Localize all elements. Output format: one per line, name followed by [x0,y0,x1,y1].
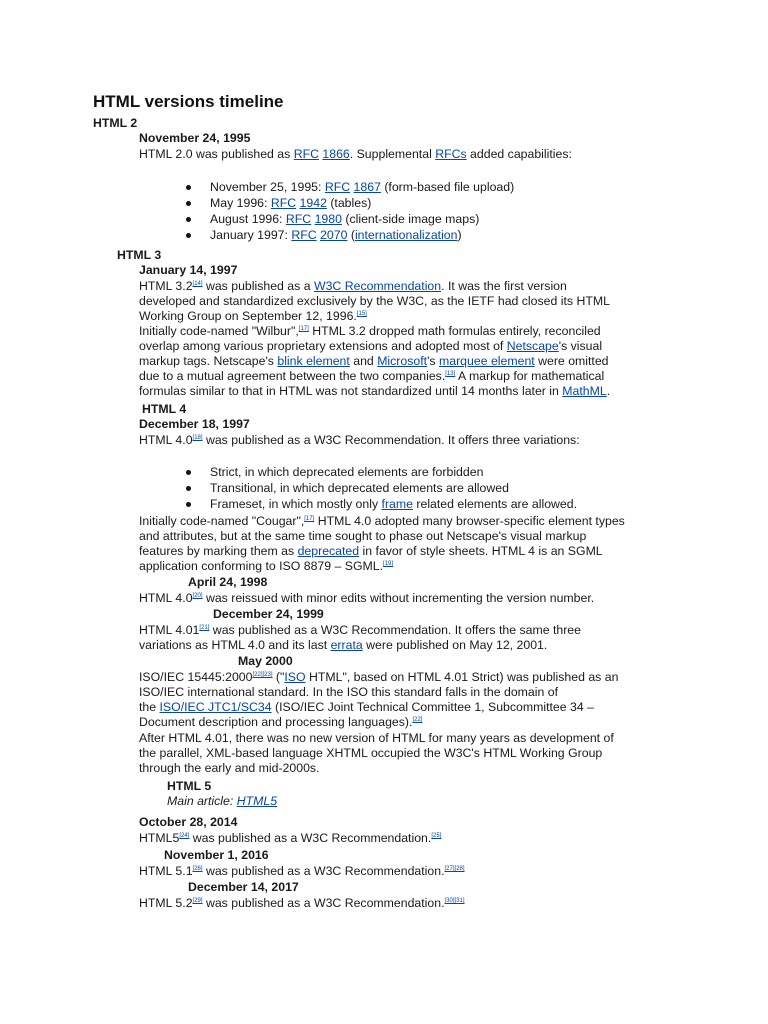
date-heading-1997-dec: December 18, 1997 [139,417,250,431]
section-heading-html4: HTML 4 [142,402,187,416]
citation-ref[interactable]: [25] [431,833,442,839]
paragraph-html40: HTML 4.0[18] was published as a W3C Recommendation. It offers three variations: [139,433,580,447]
paragraph-html51: HTML 5.1[26] was published as a W3C Recommendation.[27][28] [139,864,465,878]
variations-list [186,464,577,512]
citation-ref[interactable]: [29] [192,898,203,904]
date-heading-2014: October 28, 2014 [139,815,238,829]
list-item: Frameset, in which mostly only frame related elements are allowed. [186,496,577,512]
citation-ref[interactable]: [22] [412,717,423,723]
citation-ref[interactable]: [22][23] [252,672,273,678]
date-heading-2016: November 1, 2016 [164,848,269,862]
link-rfc[interactable]: RFC [324,180,351,194]
citation-ref[interactable]: [26] [192,866,203,872]
link-rfc-2070[interactable]: 2070 [320,228,348,242]
date-heading-2017: December 14, 2017 [188,880,299,894]
paragraph-after-401: After HTML 4.01, there was no new version of HTML for many years as development of the parallel, XML-based language XHTML occupied the W3C's HTML Working Group through the early and mid-2000s. [139,731,614,775]
link-w3c-recommendation[interactable]: W3C Recommendation [313,279,442,293]
list-item: November 25, 1995: RFC 1867 (form-based file upload) [186,179,514,195]
list-item: Strict, in which deprecated elements are forbidden [186,464,577,480]
link-rfc[interactable]: RFC [285,212,312,226]
citation-ref[interactable]: [13] [445,371,456,377]
main-article-note: Main article: HTML5 [167,794,278,808]
paragraph-html5: HTML5[24] was published as a W3C Recommendation.[25] [139,831,442,845]
paragraph-html32: HTML 3.2[14] was published as a W3C Recommendation. It was the first version developed and standardized exclusively by the W3C, as the IETF had closed its HTML Working Group on September 12, 1996.[15] [139,279,610,323]
paragraph-html401: HTML 4.01[21] was published as a W3C Recommendation. It offers the same three variations as HTML 4.0 and its last errata were published on May 12, 2001. [139,623,581,652]
paragraph-html2: HTML 2.0 was published as RFC 1866. Supplemental RFCs added capabilities: [139,147,572,161]
paragraph-html52: HTML 5.2[29] was published as a W3C Recommendation.[30][31] [139,896,465,910]
bullet-icon [186,233,191,238]
section-heading-html5: HTML 5 [167,779,212,793]
page-title: HTML versions timeline [93,92,284,111]
link-netscape[interactable]: Netscape [506,339,559,353]
link-deprecated[interactable]: deprecated [297,544,360,558]
link-errata[interactable]: errata [330,638,363,652]
link-iso[interactable]: ISO [284,670,306,684]
link-marquee-element[interactable]: marquee element [439,354,535,368]
bullet-icon [186,185,191,190]
link-rfc[interactable]: RFC [293,147,319,161]
link-microsoft[interactable]: Microsoft [377,354,428,368]
paragraph-cougar: Initially code-named "Cougar",[17] HTML 4.0 adopted many browser-specific element types and attributes, but at the same time sought to phase out Netscape's visual markup features by marking them as deprecated in favor of style sheets. HTML 4 is an SGML application conforming to ISO 8879 – SGML.[19] [139,514,625,573]
citation-ref[interactable]: [24] [179,833,190,839]
link-rfc-1942[interactable]: 1942 [299,196,327,210]
date-heading-1998: April 24, 1998 [188,575,268,589]
link-iso-jtc1-sc34[interactable]: ISO/IEC JTC1/SC34 [159,700,272,714]
link-html5[interactable]: HTML5 [236,794,278,808]
citation-ref[interactable]: [19] [383,561,394,567]
bullet-icon [186,470,191,475]
link-mathml[interactable]: MathML [562,384,607,398]
list-item: May 1996: RFC 1942 (tables) [186,195,514,211]
paragraph-wilbur: Initially code-named "Wilbur",[17] HTML 3.2 dropped math formulas entirely, reconciled overlap among various proprietary extensions and adopted most of Netscape's visual markup tags. Netscape's blink element and Microsoft's marquee element were omitted due to a mutual agreement between the two companies.[13] A markup for mathematical formulas similar to that in HTML was not standardized until 14 months later in MathML. [139,324,611,398]
link-frame[interactable]: frame [381,497,413,511]
rfc-list [186,179,514,243]
list-item: January 1997: RFC 2070 (internationalization) [186,227,514,243]
paragraph-html40-reissue: HTML 4.0[20] was reissued with minor edits without incrementing the version number. [139,591,595,605]
section-heading-html3: HTML 3 [117,248,162,262]
citation-ref[interactable]: [15] [356,311,367,317]
citation-ref[interactable]: [20] [192,593,203,599]
paragraph-iso: ISO/IEC 15445:2000[22][23] ("ISO HTML", based on HTML 4.01 Strict) was published as an ISO/IEC international standard. In the ISO this standard falls in the domain of the ISO/IEC JTC1/SC34 (ISO/IEC Joint Technical Committee 1, Subcommittee 34 – Document description and processing languages).[22] [139,670,619,729]
citation-ref[interactable]: [18] [192,435,203,441]
bullet-icon [186,486,191,491]
list-item: Transitional, in which deprecated elements are allowed [186,480,577,496]
citation-ref[interactable]: [30][31] [444,898,465,904]
link-rfc-1980[interactable]: 1980 [314,212,342,226]
citation-ref[interactable]: [17] [298,326,309,332]
bullet-icon [186,502,191,507]
link-rfc-1866[interactable]: 1866 [322,147,350,161]
date-heading-2000: May 2000 [238,654,293,668]
date-heading-1999: December 24, 1999 [213,607,324,621]
link-rfc[interactable]: RFC [291,228,317,242]
date-heading-1995: November 24, 1995 [139,131,251,145]
citation-ref[interactable]: [27][28] [444,866,465,872]
link-rfc[interactable]: RFC [270,196,297,210]
citation-ref[interactable]: [17] [304,516,315,522]
link-blink-element[interactable]: blink element [277,354,350,368]
date-heading-1997-jan: January 14, 1997 [139,263,238,277]
bullet-icon [186,217,191,222]
citation-ref[interactable]: [14] [192,281,203,287]
link-rfc-1867[interactable]: 1867 [353,180,381,194]
link-internationalization[interactable]: internationalization [354,228,458,242]
citation-ref[interactable]: [21] [199,625,210,631]
bullet-icon [186,201,191,206]
list-item: August 1996: RFC 1980 (client-side image maps) [186,211,514,227]
link-rfcs[interactable]: RFCs [435,147,467,161]
section-heading-html2: HTML 2 [93,116,138,130]
